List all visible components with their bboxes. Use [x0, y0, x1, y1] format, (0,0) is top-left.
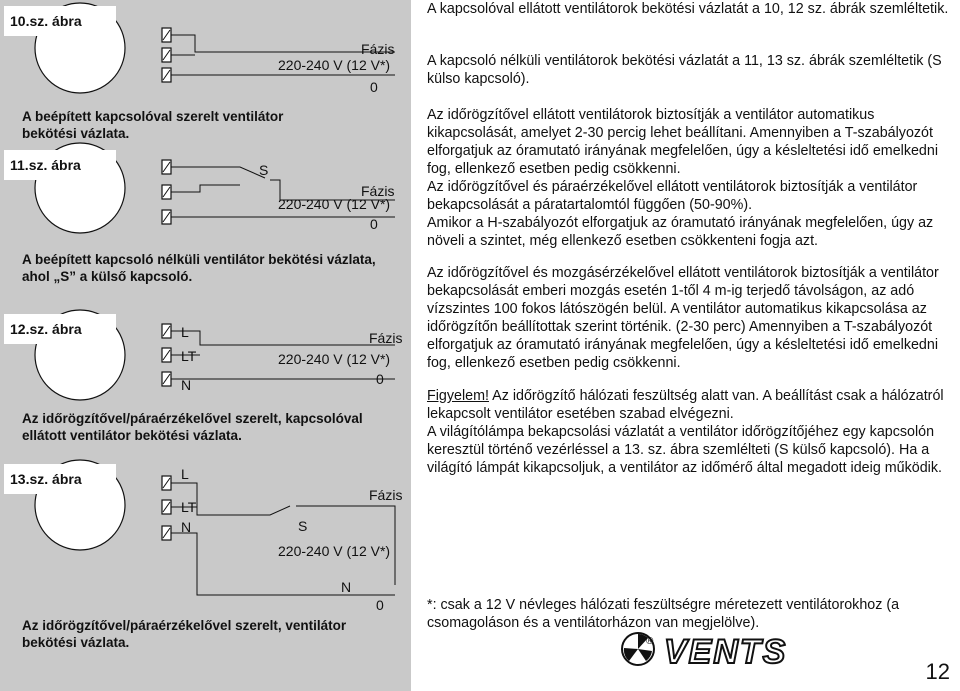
figure-label-13: 13.sz. ábra [4, 464, 116, 494]
switch-label: S [298, 518, 308, 534]
warning-word: Figyelem! [427, 388, 489, 404]
voltage-label: 220-240 V (12 V*) [278, 196, 391, 212]
zero-label: 0 [376, 597, 384, 613]
zero-label: 0 [376, 371, 384, 387]
warning-body: Az időrögzítő hálózati feszültség alatt van. A beállítást csak a hálózatról lekapcsolt ventilátor esetében szabad elvégezni. [427, 388, 944, 422]
phase-label: Fázis [369, 330, 403, 346]
line-n-label: N [181, 519, 192, 535]
line-lt-label: LT [181, 499, 197, 515]
intro-text-2 [427, 52, 952, 88]
warning-text [427, 387, 952, 477]
paragraph: Az időrögzítővel ellátott ventilátorok biztosítják a ventilátor automatikus kikapcsolását, amelyet 2-30 percig lehet beállítani. Amennyiben a T-szabályozót elforgatjuk az óramutató irányának megfelelően, úgy a késleltetési idő emelkedni fog, ellenkező esetben pedig csökkenni. [427, 107, 939, 177]
footnote [427, 596, 952, 632]
phase-label: Fázis [369, 487, 403, 503]
paragraph: Amikor a H-szabályozót elforgatjuk az óramutató irányának megfelelően, úgy az növeli a szintet, még ellenkező esetben csökkenteni fogja azt. [427, 215, 934, 249]
line-n-label: N [181, 377, 192, 393]
zero-label: 0 [370, 216, 378, 232]
line-lt-label: LT [181, 348, 197, 364]
paragraph: A kapcsolóval ellátott ventilátorok bekötési vázlatát a 10, 12 sz. ábrák szemléltetik. [427, 1, 949, 17]
paragraph: Az időrögzítővel és páraérzékelővel ellátott ventilátorok biztosítják a ventilátor bekapcsolását a páratartalomtól függően (50-90%). [427, 179, 918, 213]
figure-label-12: 12.sz. ábra [4, 314, 116, 344]
vents-logo [620, 628, 842, 675]
line-l-label: L [181, 466, 189, 482]
diagram-panel [0, 0, 411, 691]
caption-fig13: Az időrögzítővel/páraérzékelővel szerelt, ventilátor bekötési vázlata. [22, 618, 347, 650]
brand-name: VENTS [664, 633, 788, 670]
phase-label: Fázis [361, 183, 395, 199]
paragraph: A kapcsoló nélküli ventilátorok bekötési vázlatát a 11, 13 sz. ábrák szemléltetik (S külso kapcsoló). [427, 53, 942, 87]
switch-label: S [259, 162, 269, 178]
voltage-label: 220-240 V (12 V*) [278, 351, 391, 367]
paragraph: A világítólámpa bekapcsolási vázlatát a ventilátor időrögzítőjéhez egy kapcsolón keresztül történő vezérléssel a 13. sz. ábra szemlélteti (S külső kapcsoló). Ha a világító lámpát kikapcsoljuk, a ventilátor az időmérő által megadott ideig működik. [427, 424, 942, 476]
brand-logo-icon [620, 628, 842, 670]
voltage-label: 220-240 V (12 V*) [278, 543, 391, 559]
paragraph [427, 387, 952, 423]
registered-mark: ® [646, 636, 654, 647]
caption-fig10: A beépített kapcsolóval szerelt ventilátor bekötési vázlata. [22, 109, 284, 141]
figure-label-10: 10.sz. ábra [4, 6, 116, 36]
caption-fig11: A beépített kapcsoló nélküli ventilátor bekötési vázlata, ahol „S” a külső kapcsoló. [22, 252, 376, 284]
line-l-label: L [181, 324, 189, 340]
neutral-label: N [341, 579, 352, 595]
phase-label: Fázis [361, 41, 395, 57]
caption-fig12: Az időrögzítővel/páraérzékelővel szerelt, kapcsolóval ellátott ventilátor bekötési vázlata. [22, 411, 363, 443]
zero-label: 0 [370, 79, 378, 95]
paragraph: Az időrögzítővel és mozgásérzékelővel ellátott ventilátorok biztosítják a ventilátor bekapcsolását emberi mozgás esetén 1-től 4 m-ig terjedő távolságon, az adó vízszintes 100 fokos látószögén belül. A ventilátor automatikus kikapcsolása az időrögzítőn beállítottak szerint történik. (2-30 perc) Amennyiben a T-szabályozót elforgatjuk az óramutató irányának megfelelően, úgy a késleltetési idő emelkedni fog, ellenkező esetben pedig csökkenni. [427, 265, 939, 371]
figure-label-11: 11.sz. ábra [4, 150, 116, 180]
motion-text [427, 264, 952, 372]
intro-text [427, 0, 952, 18]
voltage-label: 220-240 V (12 V*) [278, 57, 391, 73]
page-number: 12 [925, 659, 950, 684]
timer-text [427, 106, 952, 250]
paragraph: *: csak a 12 V névleges hálózati feszültségre méretezett ventilátorokhoz (a csomagoláson és a ventilátorházon van megjelölve). [427, 597, 900, 631]
